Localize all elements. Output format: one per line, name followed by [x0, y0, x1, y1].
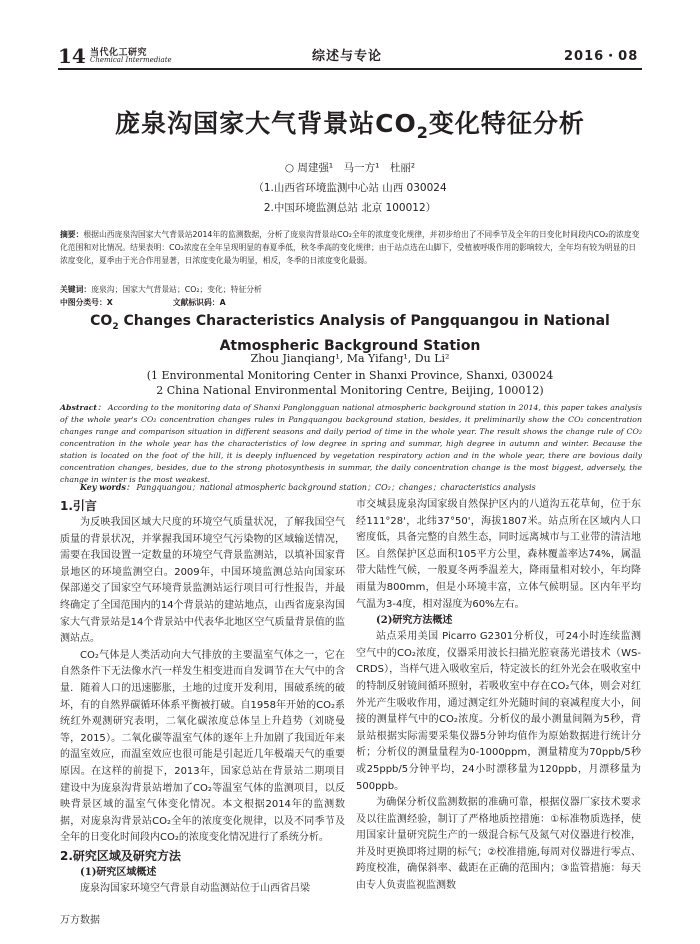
intro-paragraph-2: CO₂气体是人类活动向大气排放的主要温室气体之一，它在自然条件下无法像水汽一样发生相变进而自发调节在大气中的含量．随着人口的迅速膨胀，土地的过度开发利用，围破系统的破坏，有的自然界碳循环体系平衡被打破。自1958年开始的CO₂系统红外观测研究表明，二氧化碳浓度总体呈上升趋势（刘晓曼等，2015）。二氧化碳等温室气体的逐年上升加剧了我国近年来的温室效应，而温室效应也很可能是引起近几年极端天气的重要原因。在这样的前提下，2013年，国家总站在背景站二期项目建设中为庞泉沟背景站增加了CO₂等温室气体的监测项目，以反映背景区域的温室气体变化情况。本文根据2014年的监测数据，对庞泉沟背景站CO₂全年的浓度变化规律，以及不同季节及全年的日变化时间段内CO₂的浓度变化情况进行了系统分析。 — [60, 649, 345, 844]
body-left-column — [60, 497, 345, 897]
method-paragraph-2: 为确保分析仪监测数据的准确可靠，根据仪器厂家技术要求及以往监测经验，制订了严格地质控措施：①标准物质选择，使用国家计量研究院生产的一级混合标气及氮气对仪器进行校准，并及时更换即将过期的标气；②校准措施,每周对仪器进行零点、跨度校准，确保斜率、截距在正确的范围内；③监管措施：每天由专人负责监视监测数 — [356, 797, 641, 892]
section-heading-methods: 2.研究区域及研究方法 — [60, 848, 181, 863]
authors-en: Zhou Jianqiang¹, Ma Yifang¹, Du Li² — [250, 352, 450, 365]
section-title: 综述与专论 — [312, 49, 383, 64]
region-paragraph-start: 庞泉沟国家环境空气背景自动监测站位于山西省吕梁 — [80, 882, 310, 894]
journal-name-cn: 当代化工研究 — [90, 48, 148, 58]
section-heading-intro: 1.引言 — [60, 499, 97, 513]
classification-codes: 中图分类号：X 文献标识码：A — [60, 298, 226, 307]
subheading-region: (1)研究区域概述 — [80, 866, 157, 878]
footer-source: 万方数据 — [60, 915, 100, 926]
keywords-cn: 关键词：庞泉沟；国家大气背景站；CO₂；变化；特征分析 — [60, 285, 262, 294]
body-right-column — [356, 497, 641, 895]
affiliation-en-1: (1 Environmental Monitoring Center in Shanxi Province, Shanxi, 030024 — [146, 369, 554, 382]
affiliation-cn-1: （1.山西省环境监测中心站 山西 030024 — [253, 182, 447, 194]
abstract-cn: 摘要：根据山西庞泉沟国家大气背景站2014年的监测数据，分析了庞泉沟背景站CO₂全年的浓度变化规律，并初步给出了不同季节及全年的日变化时间段内CO₂的浓度变化范围和对比情况。结果表明：CO₂浓度在全年呈现明显的春夏季低，秋冬季高的变化规律；由于站点选在山脚下，受植被呼吸作用的影响较大，全年均有较为明显的日浓度变化，夏季由于光合作用显著，日浓度变化最为明显，相反，冬季的日浓度变化最弱。 — [60, 230, 640, 266]
abstract-en: Abstract： According to the monitoring data of Shanxi Panglongguan national atmospheric background station in 2014, this paper takes analysis of the whole year's CO₂ concentration changes rules in Pangquangou background station, besides, it preliminarily show the CO₂ concentration changes range and comparison situation in different seasons and daily period of time in the whole year. The result shows the change rule of CO₂ concentration in the whole year has the characteristics of low degree in spring and summar, high degree in autumn and winter. Because the station is located on the foot of the hill, it is deeply influenced by vegetation respiratory action and in the whole year, there are bovious daily concentration changes, besides, due to the strong photosynthesis in summar, the daily concentration change is the most biggest, adversely, the change in winter is the most weakest. — [60, 403, 642, 484]
paper-title-en: $CO_2$ Changes Characteristics Analysis of Pangquangou in National Atmospheric Background Station — [90, 313, 610, 354]
journal-name-en: Chemical Intermediate — [90, 56, 172, 64]
keywords-en: Key words： Pangquangou；national atmospheric background station；CO₂；changes；characteristics analysis — [80, 482, 536, 492]
issue-number: 2016・08 — [564, 49, 639, 64]
affiliation-cn-2: 2.中国环境监测总站 北京 100012） — [263, 202, 437, 214]
subheading-method: (2)研究方法概述 — [376, 615, 453, 627]
method-paragraph-1: 站点采用美国 Picarro G2301分析仪，可24小时连续监测空气中的CO₂浓度，仪器采用波长扫描光腔衰荡光谱技术（WS-CRDS），当样气进入吸收室后，特定波长的红外光会在吸收室中的特制反射镜间循环照射，若吸收室中存在CO₂气体，则会对红外光产生吸收作用，通过测定红外光随时间的衰减程度大小，间接的测量样气中的CO₂浓度。分析仪的最小测量间隔为5秒，背景站根据实际需要采集仪器5分钟均值作为原始数据进行统计分析；分析仪的测量量程为0-1000ppm，测量精度为70ppb/5秒或25ppb/5分钟平均，24小时漂移量为120ppb，月漂移量为500ppb。 — [356, 631, 641, 792]
header-divider — [58, 68, 642, 70]
intro-paragraph-1: 为反映我国区域大尺度的环境空气质量状况，了解我国空气质量的背景状况，并掌握我国环境空气污染物的区域输送情况，需要在我国设置一定数量的环境空气背景监测站，以填补国家背景地区的环境监测空白。2009年，中国环境监测总站向国家环保部递交了国家空气环境背景监测站运行项目可行性报告，并最终确定了全国范围内的14个背景站的建站地点，山西省庞泉沟国家大气背景站是14个背景站中代表华北地区空气质量背景值的监测站点。 — [60, 517, 345, 645]
paper-title-cn: 庞泉沟国家大气背景站$CO_2$变化特征分析 — [115, 109, 585, 142]
region-paragraph-continued: 市交城县庞泉沟国家级自然保护区内的八道沟五花草甸，位于东经111°28'，北纬37°50'，海拔1807米。站点所在区域内人口密度低，具备完整的自然生态，同时远离城市与工业带的清洁地区。自然保护区总面积105平方公里，森林覆盖率达74%，属温带大陆性气候，一般夏冬两季温差大，降雨量相对较小，年均降雨量为800mm，但是小环境丰富，立体气候明显。区内年平均气温为3-4度，相对湿度为60%左右。 — [356, 499, 641, 610]
page-number: 14 — [58, 44, 86, 68]
authors-cn: ○ 周建强¹ 马一方¹ 杜丽² — [284, 162, 416, 174]
affiliation-en-2: 2 China National Environmental Monitoring Centre, Beijing, 100012) — [156, 384, 544, 397]
